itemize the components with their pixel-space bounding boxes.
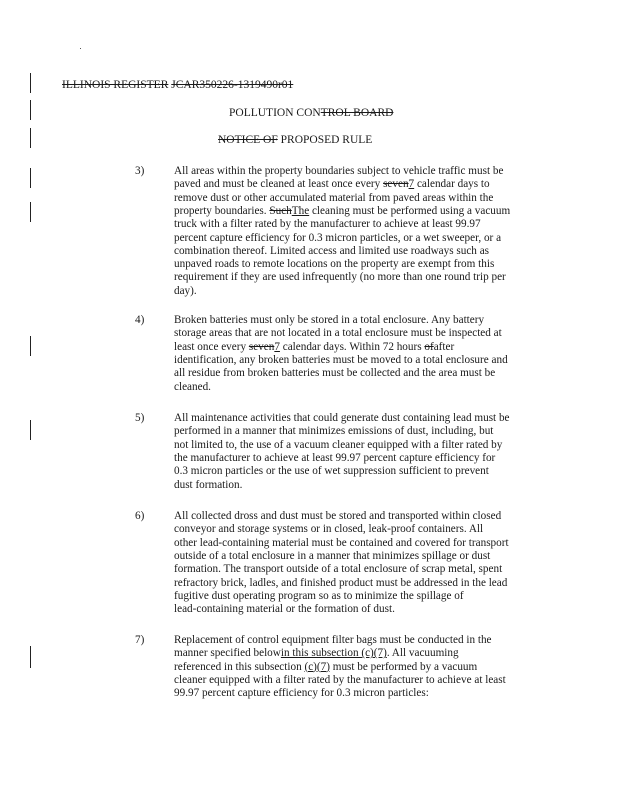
paragraph-line	[174, 245, 489, 258]
paragraph-line	[174, 314, 484, 327]
paragraph-line	[174, 412, 510, 425]
deleted-text: seven	[383, 178, 409, 191]
register-title: ILLINOIS REGISTER	[62, 79, 169, 91]
text-run: Replacement of control equipment filter bags must be conducted in the	[174, 634, 492, 646]
paragraph-line	[174, 563, 502, 576]
text-run: all residue from broken batteries must be collected and the area must be	[174, 367, 496, 380]
paragraph-line	[174, 285, 197, 298]
text-run: cleaner equipped with a filter rated by the manufacturer to achieve at least	[174, 673, 506, 686]
paragraph-line	[174, 218, 481, 231]
paragraph-line	[174, 192, 493, 205]
revision-bar	[30, 420, 31, 440]
inserted-text: in this subsection (c)(7)	[280, 647, 387, 660]
register-header	[62, 79, 293, 92]
inserted-text: 7	[408, 178, 415, 191]
paragraph-number: 5)	[135, 412, 145, 424]
text-run: All collected dross and dust must be stored and transported within closed	[174, 510, 502, 522]
text-run: . All vacuuming	[386, 647, 459, 660]
text-run: outside of a total enclosure in a manner that minimizes spillage or dust	[174, 549, 491, 562]
paragraph-line	[174, 577, 507, 590]
inserted-text: The	[291, 204, 310, 217]
paragraph-line	[174, 425, 493, 438]
text-run: not limited to, the use of a vacuum cleaner equipped with a filter rated by	[174, 438, 503, 451]
paragraph-line	[174, 381, 211, 394]
revision-bar	[30, 73, 31, 93]
notice-title: NOTICE OF PROPOSED RULE	[218, 134, 373, 146]
register-code: JCAR350226-1319490r01	[171, 79, 294, 91]
paragraph-line	[174, 465, 489, 478]
text-run: truck with a filter rated by the manufacturer to achieve at least 99.97	[174, 218, 481, 231]
paragraph-number: 3)	[135, 165, 145, 177]
text-run: remove dust or other accumulated material from paved areas within the	[174, 191, 494, 204]
text-run: Broken batteries must only be stored in a total enclosure. Any battery	[174, 314, 485, 326]
paragraph-line	[174, 479, 242, 492]
text-run: other lead-containing material must be contained and covered for transport	[174, 536, 509, 549]
text-run: cleaning must be performed using a vacuum	[309, 204, 511, 217]
text-run: day).	[174, 284, 197, 297]
text-run: the manufacturer to achieve at least 99.97 percent capture efficiency for	[174, 451, 496, 464]
text-run: performed in a manner that minimizes emissions of dust, including, but	[174, 425, 494, 438]
text-run: formation. The transport outside of a total enclosure of scrap metal, spent	[174, 563, 503, 576]
paragraph-line	[174, 452, 495, 465]
paragraph-number: 7)	[135, 634, 145, 646]
text-run: refractory brick, ladles, and finished product must be addressed in the lead	[174, 576, 508, 589]
text-run: All areas within the property boundaries subject to vehicle traffic must be	[174, 165, 504, 177]
text-run: requirement if they are used infrequently (no more than one round trip per	[174, 271, 506, 284]
revision-bar	[30, 646, 31, 668]
paragraph-line	[174, 537, 509, 550]
paragraph-number: 6)	[135, 510, 145, 522]
inserted-text: (c)(7)	[304, 660, 330, 673]
paragraph-line	[174, 661, 477, 674]
paragraph-line	[174, 687, 429, 700]
paragraph-line	[174, 439, 502, 452]
text-run: fugitive dust operating program so as to minimize the spillage of	[174, 589, 464, 602]
text-run: lead-containing material or the formation of dust.	[174, 603, 395, 616]
text-run: calendar days to	[414, 178, 490, 191]
paragraph-line	[174, 165, 503, 178]
text-run: least once every	[174, 340, 249, 353]
revision-bar	[30, 168, 31, 188]
revision-bar	[30, 128, 31, 148]
paragraph-line	[174, 510, 501, 523]
paragraph-line	[174, 341, 454, 354]
revision-bar	[30, 100, 31, 120]
paragraph-line	[174, 354, 508, 367]
revision-bar	[30, 336, 31, 356]
deleted-text: of	[424, 340, 434, 353]
paragraph-number: 4)	[135, 314, 145, 326]
paragraph-line	[174, 232, 501, 245]
text-run: manner specified below	[174, 647, 281, 660]
text-run: combination thereof. Limited access and limited use roadways such as	[174, 244, 490, 257]
paragraph-line	[174, 205, 510, 218]
text-run: conveyor and storage systems or in closed, leak-proof containers. All	[174, 523, 484, 536]
text-run: identification, any broken batteries must be moved to a total enclosure and	[174, 353, 508, 366]
text-run: after	[433, 340, 455, 353]
text-run: paved and must be cleaned at least once every	[174, 178, 384, 191]
paragraph-line	[174, 367, 495, 380]
board-title: POLLUTION CONTROL BOARD	[229, 107, 394, 119]
paragraph-line	[174, 258, 494, 271]
text-run: storage areas that are not located in a total enclosure must be inspected at	[174, 327, 502, 340]
paragraph-line	[174, 674, 506, 687]
text-run: calendar days. Within 72 hours	[279, 340, 425, 353]
paragraph-line	[174, 327, 502, 340]
paragraph-line	[174, 550, 490, 563]
paragraph-line	[174, 603, 395, 616]
text-run: All maintenance activities that could generate dust containing lead must be	[174, 412, 510, 424]
text-run: cleaned.	[174, 380, 211, 393]
paragraph-line	[174, 178, 490, 191]
text-run: must be performed by a vacuum	[329, 660, 478, 673]
text-run: referenced in this subsection	[174, 660, 305, 673]
text-run: percent capture efficiency for 0.3 micron particles, or a wet sweeper, or a	[174, 231, 502, 244]
scan-speck	[80, 48, 81, 49]
paragraph-line	[174, 271, 506, 284]
text-run: 99.97 percent capture efficiency for 0.3 micron particles:	[174, 687, 429, 700]
text-run: dust formation.	[174, 478, 243, 491]
paragraph-line	[174, 647, 459, 660]
deleted-text: seven	[248, 340, 275, 353]
text-run: property boundaries.	[174, 204, 270, 217]
paragraph-line	[174, 590, 464, 603]
paragraph-line	[174, 523, 483, 536]
text-run: 0.3 micron particles or the use of wet suppression sufficient to prevent	[174, 465, 489, 478]
deleted-text: Such	[269, 204, 292, 217]
text-run: unpaved roads to remote locations on the property are exempt from this	[174, 258, 495, 271]
paragraph-line	[174, 634, 492, 647]
inserted-text: 7	[274, 340, 280, 353]
revision-bar	[30, 202, 31, 222]
